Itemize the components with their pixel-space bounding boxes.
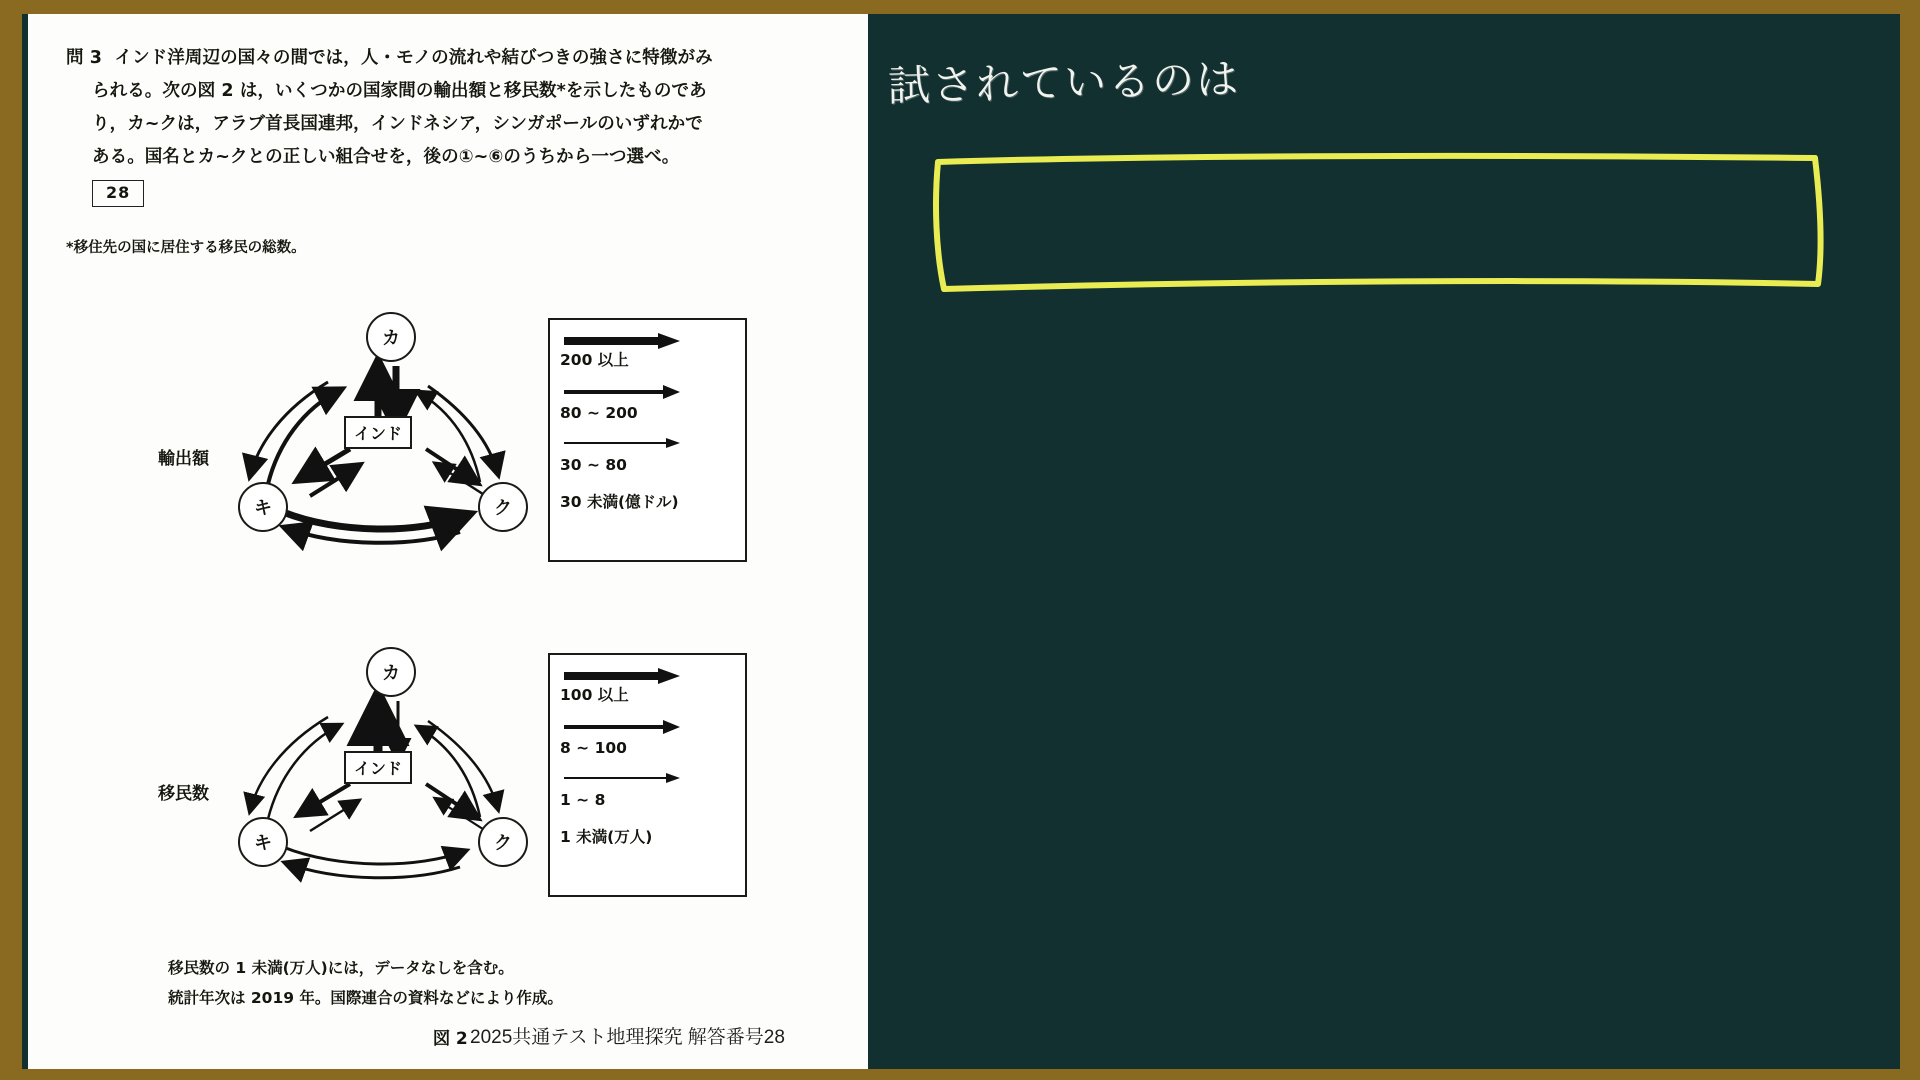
question-line-0: [66, 42, 844, 75]
diagram-node-ki-exports: キ: [238, 482, 288, 532]
legend-arrow-large-icon: [562, 717, 682, 737]
legend-row-exports-1: [550, 372, 745, 424]
diagram-label-migrants: 移民数: [158, 784, 209, 804]
legend-label-exports-3: 30 未満(億ドル): [560, 493, 679, 511]
legend-label-migrants-1: 8 ~ 100: [560, 739, 627, 757]
handwritten-title: 試されているのは: [887, 54, 1241, 111]
question-line-3: ある。国名とカ~クとの正しい組合せを，後の①~⑥のうちから一つ選べ。: [92, 147, 680, 167]
question-line-1: られる。次の図 2 は，いくつかの国家間の輸出額と移民数*を示したものであ: [92, 81, 707, 101]
legend-exports: [548, 318, 747, 562]
legend-arrow-large-icon: [562, 382, 682, 402]
legend-row-migrants-1: [550, 707, 745, 759]
diagram-center-india-migrants: インド: [344, 751, 412, 784]
diagram-center-india-exports: インド: [344, 416, 412, 449]
figure-title: 図 2: [433, 1029, 468, 1049]
question-line-2: り，カ~クは，アラブ首長国連邦，インドネシア，シンガポールのいずれかで: [92, 114, 703, 134]
handwritten-highlight-box: [930, 152, 1840, 297]
answer-number-box: 28: [92, 180, 144, 207]
legend-label-exports-0: 200 以上: [560, 351, 629, 369]
diagram-node-ka-migrants: カ: [366, 647, 416, 697]
diagram-node-ku-exports: ク: [478, 482, 528, 532]
exam-page-scan: [28, 14, 868, 1069]
legend-row-migrants-2: [550, 759, 745, 811]
diagram-node-ku-migrants: ク: [478, 817, 528, 867]
legend-arrow-medium-icon: [562, 769, 682, 787]
legend-arrow-medium-icon: [562, 434, 682, 452]
legend-row-exports-2: [550, 424, 745, 476]
diagram-node-ki-migrants: キ: [238, 817, 288, 867]
question-footnote: *移住先の国に居住する移民の総数。: [66, 240, 306, 256]
figure-caption-0: 移民数の 1 未満(万人)には，データなしを含む。: [168, 959, 514, 977]
page-source-label: 2025共通テスト地理探究 解答番号28: [470, 1027, 785, 1048]
figure-caption-1: 統計年次は 2019 年。国際連合の資料などにより作成。: [168, 989, 563, 1007]
legend-label-migrants-3: 1 未満(万人): [560, 828, 653, 846]
diagram-label-exports: 輸出額: [158, 449, 209, 469]
question-line-text-0: インド洋周辺の国々の間では，人・モノの流れや結びつきの強さに特徴がみ: [114, 48, 713, 68]
legend-label-migrants-2: 1 ~ 8: [560, 791, 606, 809]
figure-diagram-migrants: [28, 639, 868, 909]
legend-label-migrants-0: 100 以上: [560, 686, 629, 704]
diagram-node-ka-exports: カ: [366, 312, 416, 362]
question-text-block: [66, 42, 844, 210]
question-number: 問 3: [66, 48, 103, 68]
legend-row-exports-0: [550, 320, 745, 372]
legend-migrants: [548, 653, 747, 897]
legend-label-exports-1: 80 ~ 200: [560, 404, 638, 422]
highlight-rectangle-icon: [930, 152, 1840, 297]
legend-row-migrants-0: [550, 655, 745, 707]
legend-label-exports-2: 30 ~ 80: [560, 456, 627, 474]
figure-diagram-exports: [28, 304, 868, 574]
legend-row-exports-3: [550, 476, 745, 528]
legend-row-migrants-3: [550, 811, 745, 863]
